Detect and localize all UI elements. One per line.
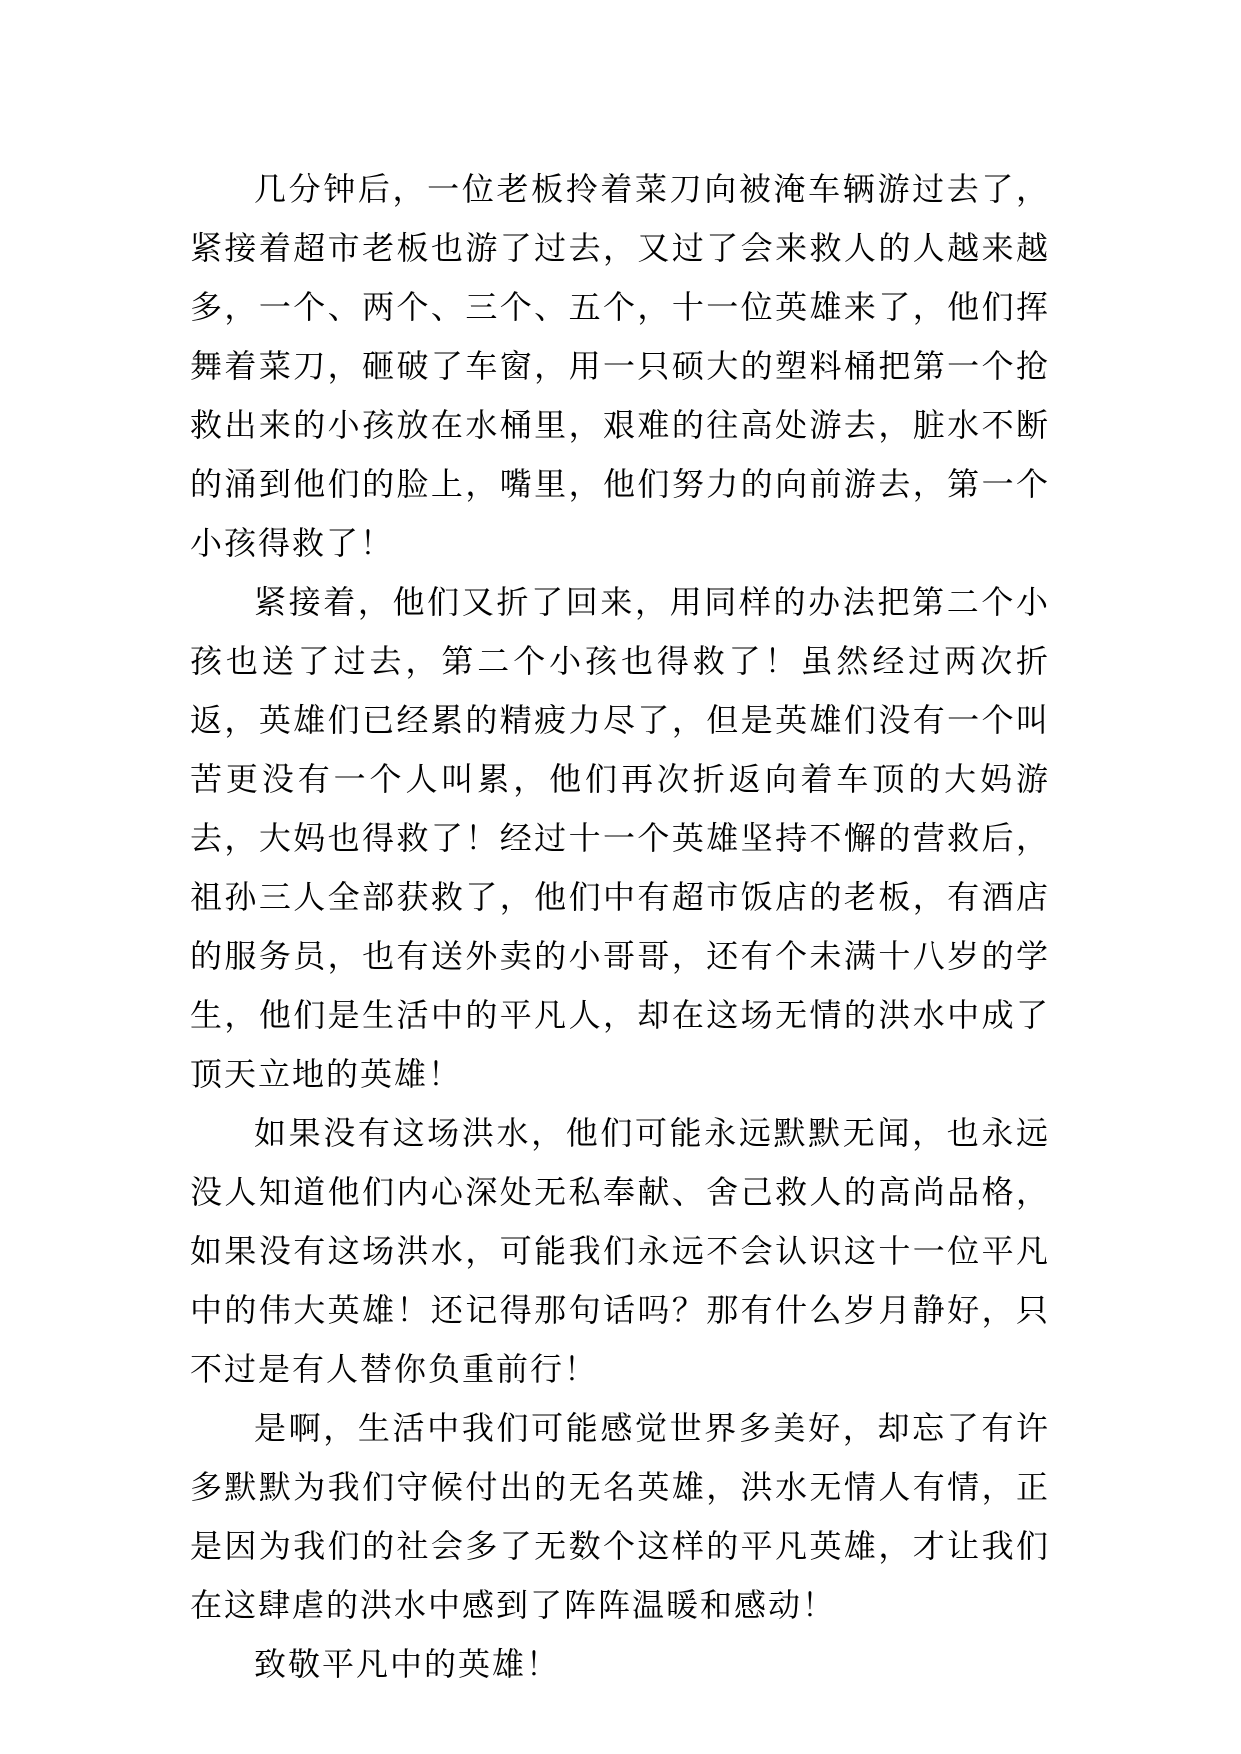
paragraph-3: 如果没有这场洪水，他们可能永远默默无闻，也永远没人知道他们内心深处无私奉献、舍己救人的高尚品格，如果没有这场洪水，可能我们永远不会认识这十一位平凡中的伟大英雄！还记得那句话吗？那有什么岁月静好，只不过是有人替你负重前行！ [190, 1114, 1050, 1388]
paragraph-5: 致敬平凡中的英雄！ [254, 1645, 561, 1683]
paragraph-4: 是啊，生活中我们可能感觉世界多美好，却忘了有许多默默为我们守候付出的无名英雄，洪水无情人有情，正是因为我们的社会多了无数个这样的平凡英雄，才让我们在这肆虐的洪水中感到了阵阵温暖和感动！ [190, 1409, 1050, 1624]
paragraph-1: 几分钟后，一位老板拎着菜刀向被淹车辆游过去了，紧接着超市老板也游了过去，又过了会来救人的人越来越多，一个、两个、三个、五个，十一位英雄来了，他们挥舞着菜刀，砸破了车窗，用一只硕大的塑料桶把第一个抢救出来的小孩放在水桶里，艰难的往高处游去，脏水不断的涌到他们的脸上，嘴里，他们努力的向前游去，第一个小孩得救了！ [190, 170, 1050, 562]
paragraph-2: 紧接着，他们又折了回来，用同样的办法把第二个小孩也送了过去，第二个小孩也得救了！虽然经过两次折返，英雄们已经累的精疲力尽了，但是英雄们没有一个叫苦更没有一个人叫累，他们再次折返向着车顶的大妈游去，大妈也得救了！经过十一个英雄坚持不懈的营救后，祖孙三人全部获救了，他们中有超市饭店的老板，有酒店的服务员，也有送外卖的小哥哥，还有个未满十八岁的学生，他们是生活中的平凡人，却在这场无情的洪水中成了顶天立地的英雄！ [190, 583, 1050, 1093]
document-body [190, 160, 1050, 1694]
